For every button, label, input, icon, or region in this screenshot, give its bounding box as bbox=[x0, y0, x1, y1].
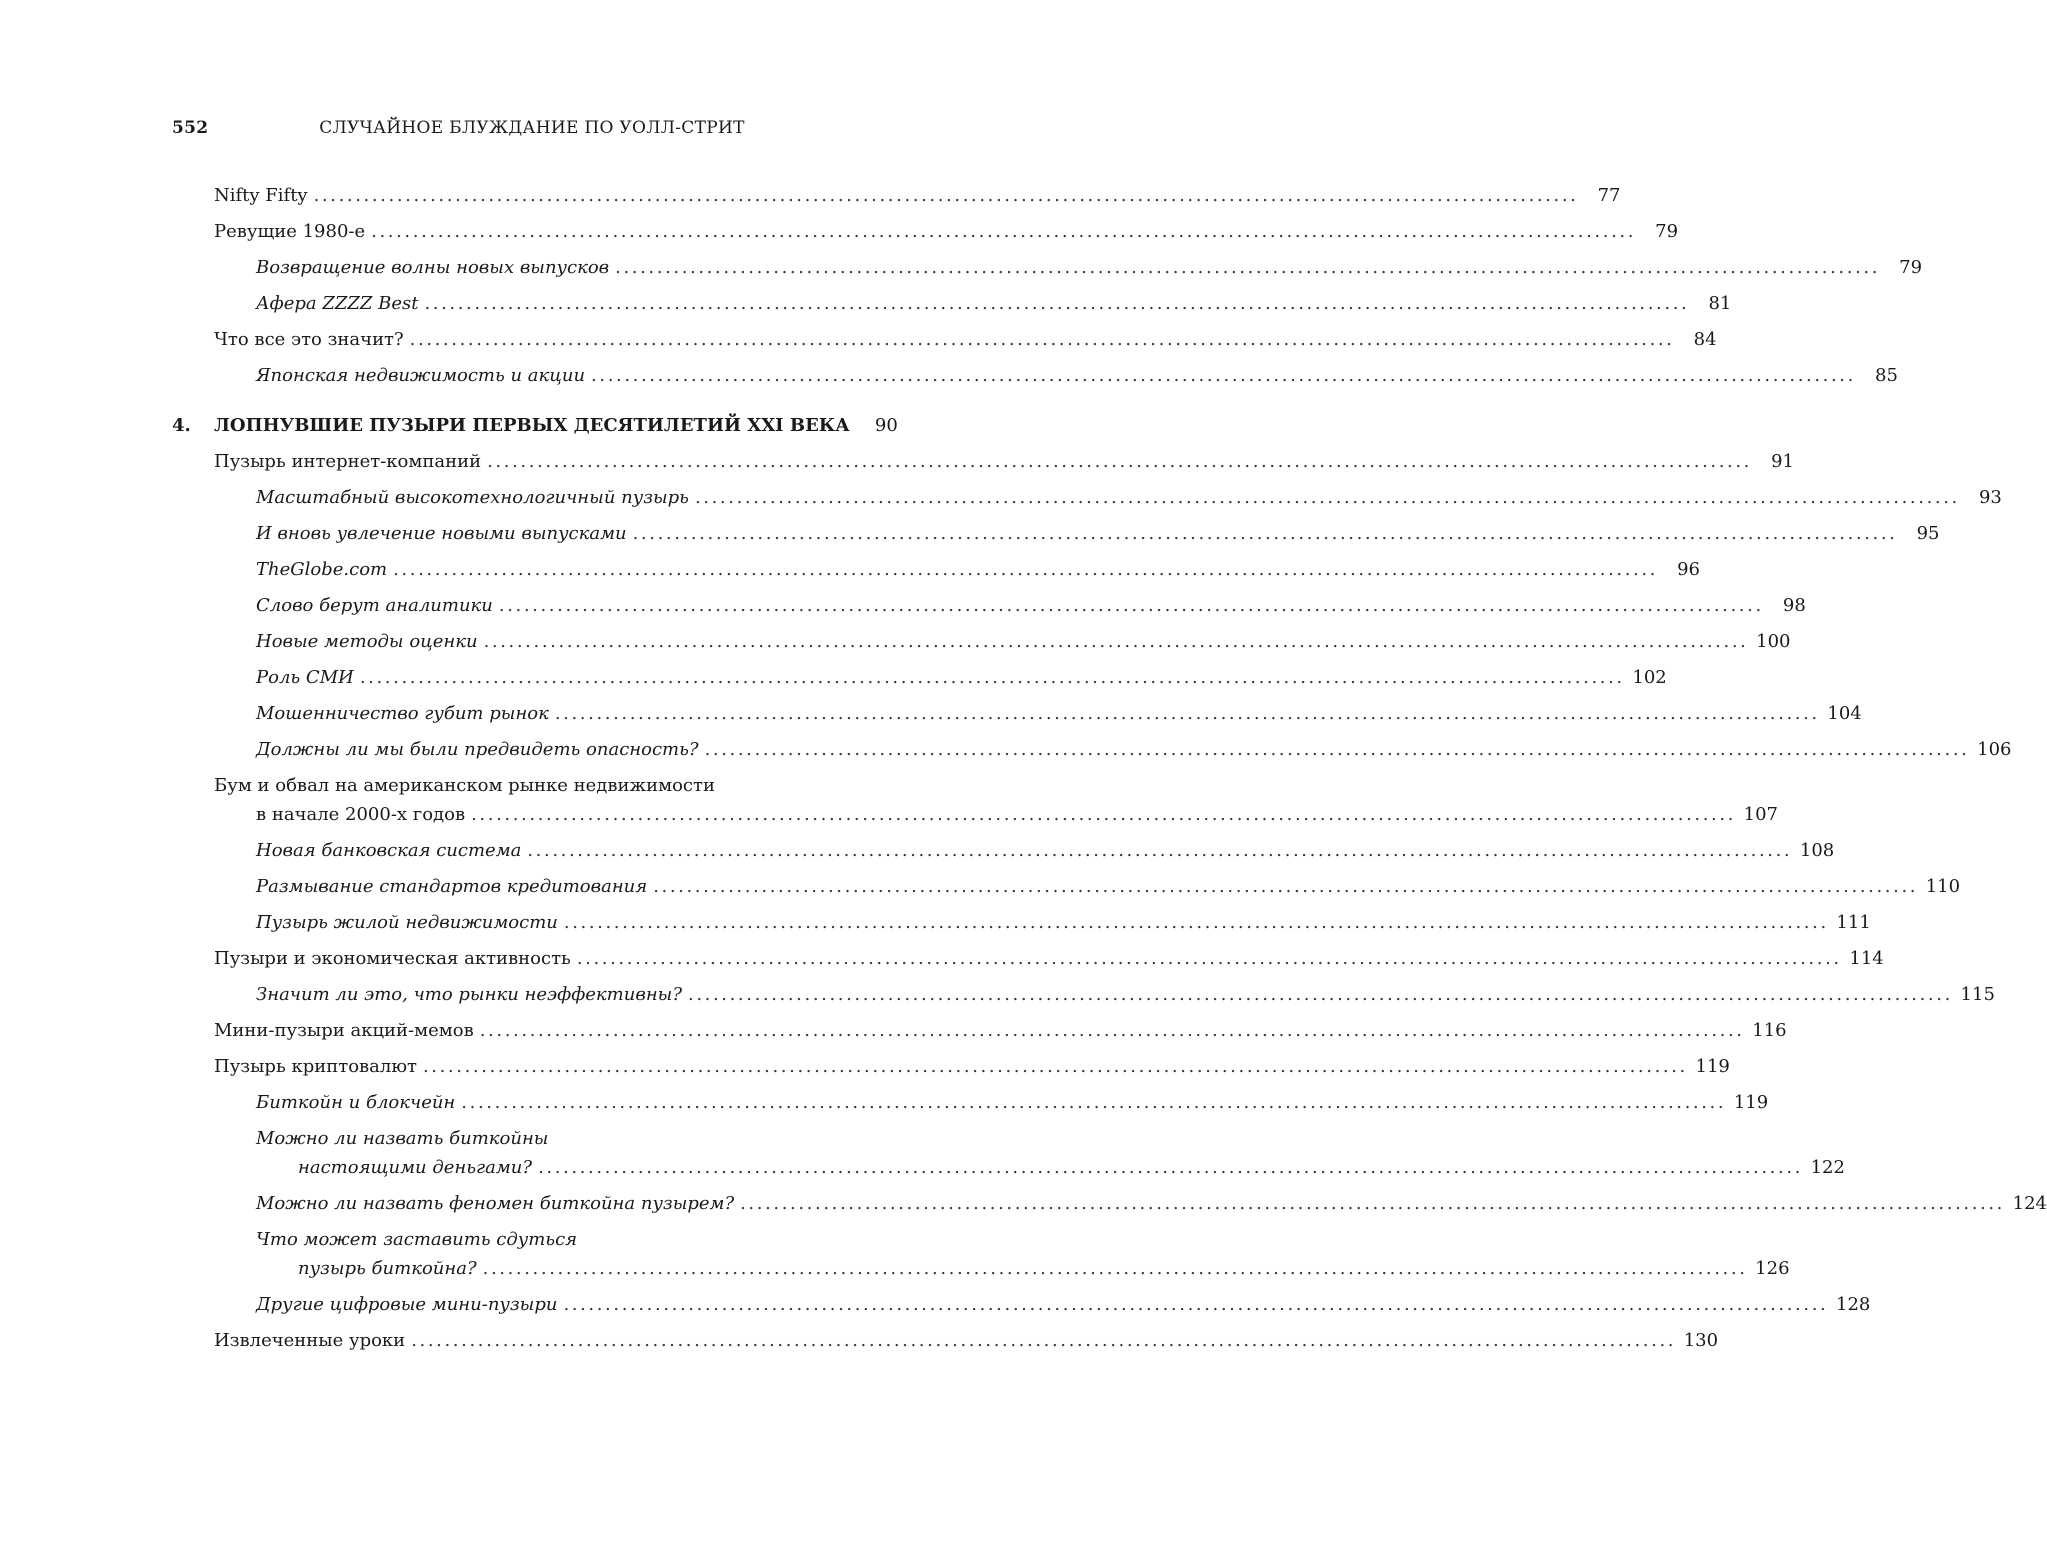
toc-entry-page: 90 bbox=[874, 415, 898, 436]
toc-entry-page: 110 bbox=[1925, 876, 1961, 897]
toc-entry bbox=[172, 446, 1795, 482]
toc-entry-title: Другие цифровые мини-пузыри bbox=[256, 1294, 558, 1315]
toc-subentry bbox=[172, 360, 1898, 396]
toc-entry bbox=[172, 1051, 1730, 1087]
toc-subentry bbox=[172, 554, 1701, 590]
toc-entry-page: 114 bbox=[1849, 948, 1884, 969]
toc-subentry bbox=[172, 626, 1791, 662]
dot-leader: ........................................................................................................................................................ bbox=[632, 523, 1898, 544]
dot-leader: ........................................................................................................................................................ bbox=[482, 1258, 1748, 1279]
toc-entry-title-line1: Можно ли назвать биткойны bbox=[256, 1128, 549, 1149]
dot-leader: ........................................................................................................................................................ bbox=[704, 739, 1970, 760]
toc-entry-page: 96 bbox=[1677, 559, 1701, 580]
toc-entry-title-line2: настоящими деньгами? bbox=[298, 1157, 533, 1178]
toc-subentry bbox=[172, 1123, 1845, 1188]
dot-leader: ........................................................................................................................................................ bbox=[479, 1020, 1745, 1041]
toc-entry-page: 115 bbox=[1960, 984, 1995, 1005]
toc-entry-title: Размывание стандартов кредитования bbox=[256, 876, 648, 897]
toc-entry-title: Слово берут аналитики bbox=[256, 595, 493, 616]
toc-entry-title: Можно ли назвать феномен биткойна пузырем? bbox=[256, 1193, 735, 1214]
toc-entry bbox=[172, 770, 1779, 835]
toc-entry bbox=[172, 1325, 1719, 1361]
toc-entry-title: Мини-пузыри акций-мемов bbox=[214, 1020, 474, 1041]
toc-entry-page: 104 bbox=[1827, 703, 1862, 724]
toc-entry-title: Афера ZZZZ Best bbox=[256, 293, 419, 314]
dot-leader: ........................................................................................................................................................ bbox=[483, 631, 1749, 652]
toc-subentry bbox=[172, 1188, 2047, 1224]
toc-entry-title: Пузыри и экономическая активность bbox=[214, 948, 571, 969]
toc-entry-title: TheGlobe.com bbox=[256, 559, 388, 580]
toc-entry-page: 116 bbox=[1752, 1020, 1787, 1041]
toc-entry bbox=[172, 1015, 1787, 1051]
dot-leader: ........................................................................................................................................................ bbox=[688, 984, 1953, 1005]
dot-leader: ........................................................................................................................................................ bbox=[576, 948, 1842, 969]
toc-entry-page: 107 bbox=[1743, 804, 1779, 825]
dot-leader: ........................................................................................................................................................ bbox=[694, 487, 1960, 508]
toc-entry-page: 95 bbox=[1916, 523, 1940, 544]
toc-entry-page: 79 bbox=[1655, 221, 1679, 242]
toc-subentry bbox=[172, 252, 1923, 288]
toc-entry-page: 122 bbox=[1810, 1157, 1845, 1178]
toc-entry-page: 85 bbox=[1875, 365, 1898, 386]
toc-entry-title: Пузырь жилой недвижимости bbox=[256, 912, 558, 933]
toc-entry-title-line2: в начале 2000-х годов bbox=[256, 804, 466, 825]
dot-leader: ........................................................................................................................................................ bbox=[591, 365, 1856, 386]
toc-entry-title: Роль СМИ bbox=[256, 667, 354, 688]
chapter-number: 4. bbox=[172, 415, 191, 436]
dot-leader: ........................................................................................................................................................ bbox=[538, 1157, 1803, 1178]
dot-leader: ........................................................................................................................................................ bbox=[740, 1193, 2006, 1214]
toc-entry-title: Ревущие 1980-е bbox=[214, 221, 366, 242]
toc-entry-title: Новая банковская система bbox=[256, 840, 522, 861]
dot-leader: ........................................................................................................................................................ bbox=[615, 257, 1881, 278]
dot-leader: ........................................................................................................................................................ bbox=[313, 185, 1579, 206]
toc-entry-page: 130 bbox=[1683, 1330, 1719, 1351]
toc-subentry bbox=[172, 871, 1961, 907]
toc-entry-page: 119 bbox=[1733, 1092, 1769, 1113]
toc-subentry bbox=[172, 1289, 1871, 1325]
toc-subentry bbox=[172, 288, 1732, 324]
toc-subentry bbox=[172, 835, 1835, 871]
toc-entry-title: Что все это значит? bbox=[214, 329, 404, 350]
toc-entry-title: Мошенничество губит рынок bbox=[256, 703, 549, 724]
toc-entry-title: И вновь увлечение новыми выпусками bbox=[256, 523, 627, 544]
toc-entry-page: 128 bbox=[1836, 1294, 1871, 1315]
running-title: СЛУЧАЙНОЕ БЛУЖДАНИЕ ПО УОЛЛ-СТРИТ bbox=[319, 118, 745, 138]
toc-entry-title-line1: Что может заставить сдуться bbox=[256, 1229, 578, 1250]
dot-leader: ........................................................................................................................................................ bbox=[653, 876, 1919, 897]
dot-leader: ........................................................................................................................................................ bbox=[371, 221, 1637, 242]
toc-entry-page: 102 bbox=[1632, 667, 1667, 688]
toc-entry-title: Возвращение волны новых выпусков bbox=[256, 257, 610, 278]
toc-entry-page: 108 bbox=[1799, 840, 1835, 861]
toc-entry-title-line1: Бум и обвал на американском рынке недвижимости bbox=[214, 775, 715, 796]
chapter-title: ЛОПНУВШИЕ ПУЗЫРИ ПЕРВЫХ ДЕСЯТИЛЕТИЙ XXI ВЕКА bbox=[214, 415, 850, 436]
toc-entry-page: 119 bbox=[1695, 1056, 1730, 1077]
toc-entry-title: Nifty Fifty bbox=[214, 185, 308, 206]
toc-entry-title: Значит ли это, что рынки неэффективны? bbox=[256, 984, 682, 1005]
toc-entry-page: 126 bbox=[1755, 1258, 1790, 1279]
toc-entry-page: 106 bbox=[1977, 739, 2012, 760]
dot-leader: ........................................................................................................................................................ bbox=[563, 912, 1829, 933]
toc-entry-title: Пузырь криптовалют bbox=[214, 1056, 417, 1077]
dot-leader: ........................................................................................................................................................ bbox=[471, 804, 1737, 825]
page-header bbox=[172, 118, 892, 142]
toc-entry-title: Извлеченные уроки bbox=[214, 1330, 406, 1351]
dot-leader: ........................................................................................................................................................ bbox=[487, 451, 1753, 472]
dot-leader: ........................................................................................................................................................ bbox=[498, 595, 1764, 616]
dot-leader: ........................................................................................................................................................ bbox=[393, 559, 1659, 580]
dot-leader: ........................................................................................................................................................ bbox=[411, 1330, 1677, 1351]
toc-entry-title: Новые методы оценки bbox=[256, 631, 478, 652]
toc-subentry bbox=[172, 734, 2012, 770]
toc-subentry bbox=[172, 518, 1940, 554]
toc-entry-title: Масштабный высокотехнологичный пузырь bbox=[256, 487, 689, 508]
toc-entry bbox=[172, 180, 1621, 216]
toc-subentry bbox=[172, 590, 1806, 626]
toc-subentry bbox=[172, 662, 1667, 698]
toc-entry-title: Должны ли мы были предвидеть опасность? bbox=[256, 739, 699, 760]
toc-entry-page: 77 bbox=[1597, 185, 1621, 206]
page-number: 552 bbox=[172, 118, 209, 138]
toc-entry-page: 111 bbox=[1836, 912, 1871, 933]
toc-entry-title-line2: пузырь биткойна? bbox=[298, 1258, 477, 1279]
dot-leader: ........................................................................................................................................................ bbox=[527, 840, 1793, 861]
dot-leader: ........................................................................................................................................................ bbox=[563, 1294, 1829, 1315]
dot-leader: ........................................................................................................................................................ bbox=[422, 1056, 1688, 1077]
dot-leader: ........................................................................................................................................................ bbox=[409, 329, 1675, 350]
toc-entry-page: 100 bbox=[1756, 631, 1791, 652]
toc-subentry bbox=[172, 1224, 1790, 1289]
dot-leader: ........................................................................................................................................................ bbox=[554, 703, 1820, 724]
toc-subentry bbox=[172, 698, 1862, 734]
toc-entry-page: 93 bbox=[1978, 487, 2002, 508]
toc-chapter bbox=[172, 410, 898, 446]
toc-entry-page: 91 bbox=[1771, 451, 1795, 472]
toc-entry-title: Пузырь интернет-компаний bbox=[214, 451, 482, 472]
toc-subentry bbox=[172, 482, 2002, 518]
dot-leader: ........................................................................................................................................................ bbox=[359, 667, 1625, 688]
toc-entry-page: 124 bbox=[2012, 1193, 2047, 1214]
toc-entry bbox=[172, 216, 1679, 252]
toc-subentry bbox=[172, 1087, 1769, 1123]
toc-entry-title: Японская недвижимость и акции bbox=[256, 365, 586, 386]
toc-entry-title: Биткойн и блокчейн bbox=[256, 1092, 456, 1113]
dot-leader: ........................................................................................................................................................ bbox=[461, 1092, 1727, 1113]
toc-entry bbox=[172, 943, 1884, 979]
dot-leader: ........................................................................................................................................................ bbox=[424, 293, 1690, 314]
toc-entry bbox=[172, 324, 1717, 360]
toc-entry-page: 81 bbox=[1708, 293, 1732, 314]
toc-entry-page: 79 bbox=[1899, 257, 1923, 278]
table-of-contents bbox=[172, 180, 2047, 1361]
toc-subentry bbox=[172, 907, 1871, 943]
toc-entry-page: 98 bbox=[1782, 595, 1806, 616]
toc-entry-page: 84 bbox=[1693, 329, 1717, 350]
toc-subentry bbox=[172, 979, 1995, 1015]
